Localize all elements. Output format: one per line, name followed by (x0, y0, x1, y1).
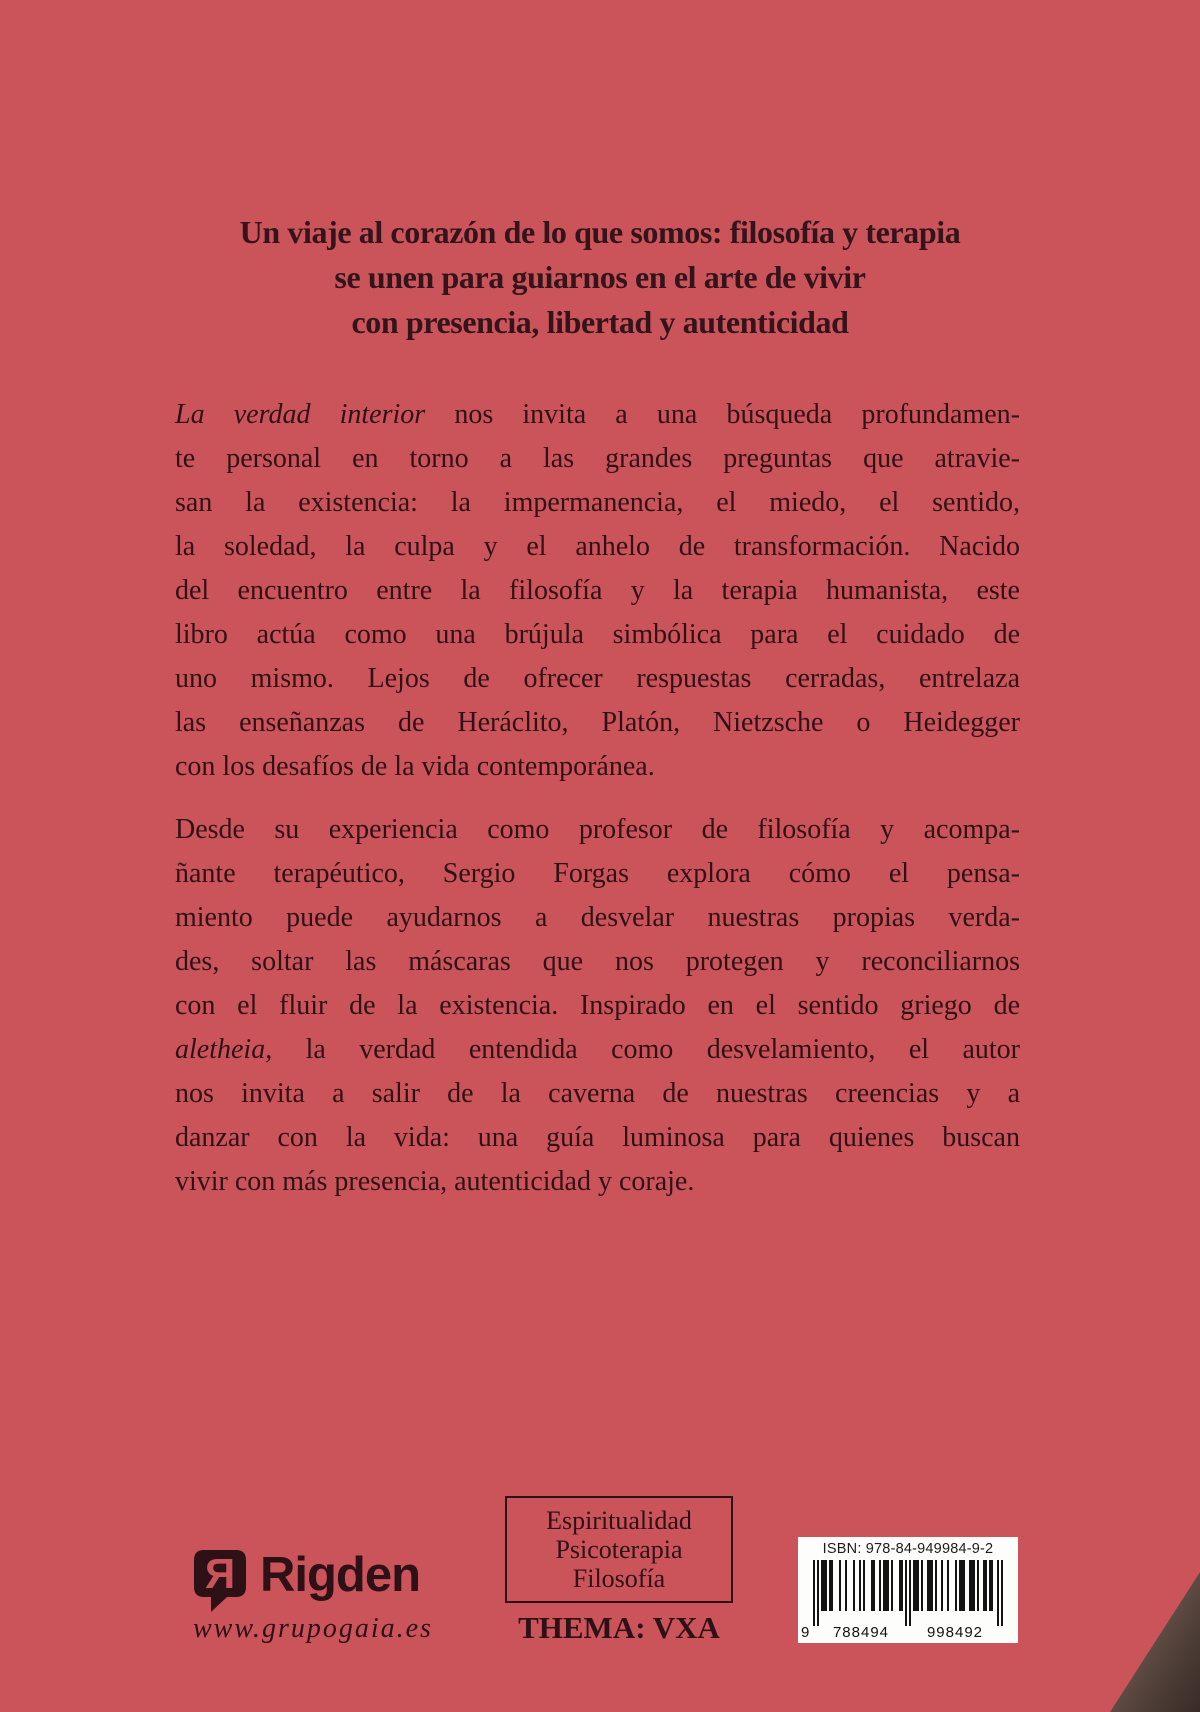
barcode-bar (863, 1560, 865, 1611)
text-run: libro actúa como una brújula simbólica para el cuidado de (175, 619, 1020, 650)
headline-line: con presencia, libertad y autenticidad (351, 304, 849, 340)
ean-digit-group: 998492 (926, 1624, 984, 1641)
barcode-bar (997, 1560, 999, 1626)
thema-code: THEMA: VXA (518, 1610, 720, 1645)
text-run: uno mismo. Lejos de ofrecer respuestas cerradas, entrelaza (175, 663, 1020, 694)
barcode-bar (991, 1560, 993, 1611)
barcode-bar (941, 1560, 943, 1611)
barcode-bar (873, 1560, 875, 1611)
barcode-bar (985, 1560, 987, 1611)
barcode-bar (947, 1560, 949, 1611)
headline-line: Un viaje al corazón de lo que somos: filosofía y terapia (239, 214, 961, 250)
synopsis-line (175, 745, 1020, 789)
text-run: la verdad entendida como desvelamiento, el autor (272, 1034, 1020, 1065)
publisher-wordmark: Rigden (260, 1548, 421, 1602)
synopsis-line (175, 437, 1020, 481)
barcode-bar (955, 1560, 957, 1611)
barcode-bar (839, 1560, 841, 1611)
barcode-bar (859, 1560, 861, 1611)
barcode-bar (963, 1560, 965, 1611)
synopsis (175, 393, 1020, 1223)
synopsis-line (175, 852, 1020, 896)
text-run: nos invita a una búsqueda profundamen- (425, 399, 1020, 430)
italic-title-run: La verdad interior (175, 399, 426, 430)
text-run: las enseñanzas de Heráclito, Platón, Nietzsche o Heidegger (175, 707, 1020, 738)
publisher-website: www.grupogaia.es (193, 1613, 433, 1644)
barcode-bar (817, 1560, 819, 1626)
text-run: del encuentro entre la filosofía y la terapia humanista, este (175, 575, 1020, 606)
synopsis-line (175, 896, 1020, 940)
synopsis-line (175, 569, 1020, 613)
barcode-bar (845, 1560, 847, 1611)
synopsis-line (175, 984, 1020, 1028)
synopsis-line (175, 1160, 1020, 1204)
isbn-label: ISBN: 978-84-949984-9-2 (822, 1541, 994, 1557)
headline (170, 210, 1030, 345)
rigden-logo-icon (193, 1549, 247, 1615)
barcode-bar (831, 1560, 833, 1611)
barcode-bar (813, 1560, 815, 1626)
svg-text:R: R (204, 1550, 236, 1597)
headline-line: se unen para guiarnos en el arte de vivir (334, 259, 866, 295)
synopsis-line (175, 1116, 1020, 1160)
text-run: con el fluir de la existencia. Inspirado en el sentido griego de (175, 990, 1020, 1021)
synopsis-paragraph (175, 808, 1020, 1204)
text-run: danzar con la vida: una guía luminosa para quienes buscan (175, 1122, 1020, 1153)
barcode-bar (917, 1560, 919, 1611)
synopsis-line (175, 657, 1020, 701)
barcode-bar (935, 1560, 937, 1611)
barcode-bar (879, 1560, 881, 1611)
synopsis-line (175, 481, 1020, 525)
ean-digit-group: 788494 (832, 1624, 890, 1641)
synopsis-line (175, 1028, 1020, 1072)
barcode-bar (853, 1560, 855, 1611)
text-run: miento puede ayudarnos a desvelar nuestras propias verda- (175, 902, 1020, 933)
synopsis-line (175, 1072, 1020, 1116)
barcode-bar (1001, 1560, 1003, 1626)
barcode-bar (909, 1560, 911, 1626)
barcode-bar (973, 1560, 975, 1611)
barcode-bar (921, 1560, 923, 1611)
text-run: vivir con más presencia, autenticidad y coraje. (175, 1166, 695, 1197)
synopsis-line (175, 525, 1020, 569)
synopsis-line (175, 701, 1020, 745)
synopsis-line (175, 808, 1020, 852)
barcode-bar (977, 1560, 979, 1611)
ean-digits (798, 1623, 1018, 1641)
text-run: san la existencia: la impermanencia, el miedo, el sentido, (175, 487, 1020, 518)
text-run: la soledad, la culpa y el anhelo de transformación. Nacido (175, 531, 1020, 562)
page-curl-corner (1110, 1572, 1200, 1712)
text-run: Desde su experiencia como profesor de filosofía y acompa- (175, 814, 1020, 845)
synopsis-line (175, 613, 1020, 657)
isbn-badge (798, 1537, 1018, 1643)
barcode-bar (887, 1560, 889, 1611)
barcode-bar (901, 1560, 903, 1611)
text-run: nos invita a salir de la caverna de nuestras creencias y a (175, 1078, 1020, 1109)
italic-title-run: aletheia, (175, 1034, 273, 1065)
synopsis-line (175, 393, 1020, 437)
synopsis-line (175, 940, 1020, 984)
barcode-bar (825, 1560, 827, 1611)
text-run: des, soltar las máscaras que nos protegen y reconciliarnos (175, 946, 1020, 977)
ean-digit-group: 9 (801, 1624, 810, 1641)
barcode-bar (891, 1560, 893, 1611)
categories-box (505, 1496, 733, 1603)
synopsis-paragraph (175, 393, 1020, 789)
category-item: Filosofía (572, 1564, 666, 1593)
text-run: ñante terapéutico, Sergio Forgas explora cómo el pensa- (175, 858, 1020, 889)
text-run: con los desafíos de la vida contemporánea. (175, 751, 655, 782)
barcode-bar (905, 1560, 907, 1626)
ean-barcode (813, 1560, 1003, 1626)
category-item: Espiritualidad (546, 1506, 692, 1535)
text-run: te personal en torno a las grandes preguntas que atravie- (175, 443, 1020, 474)
category-item: Psicoterapia (555, 1535, 683, 1564)
barcode-bar (931, 1560, 933, 1611)
